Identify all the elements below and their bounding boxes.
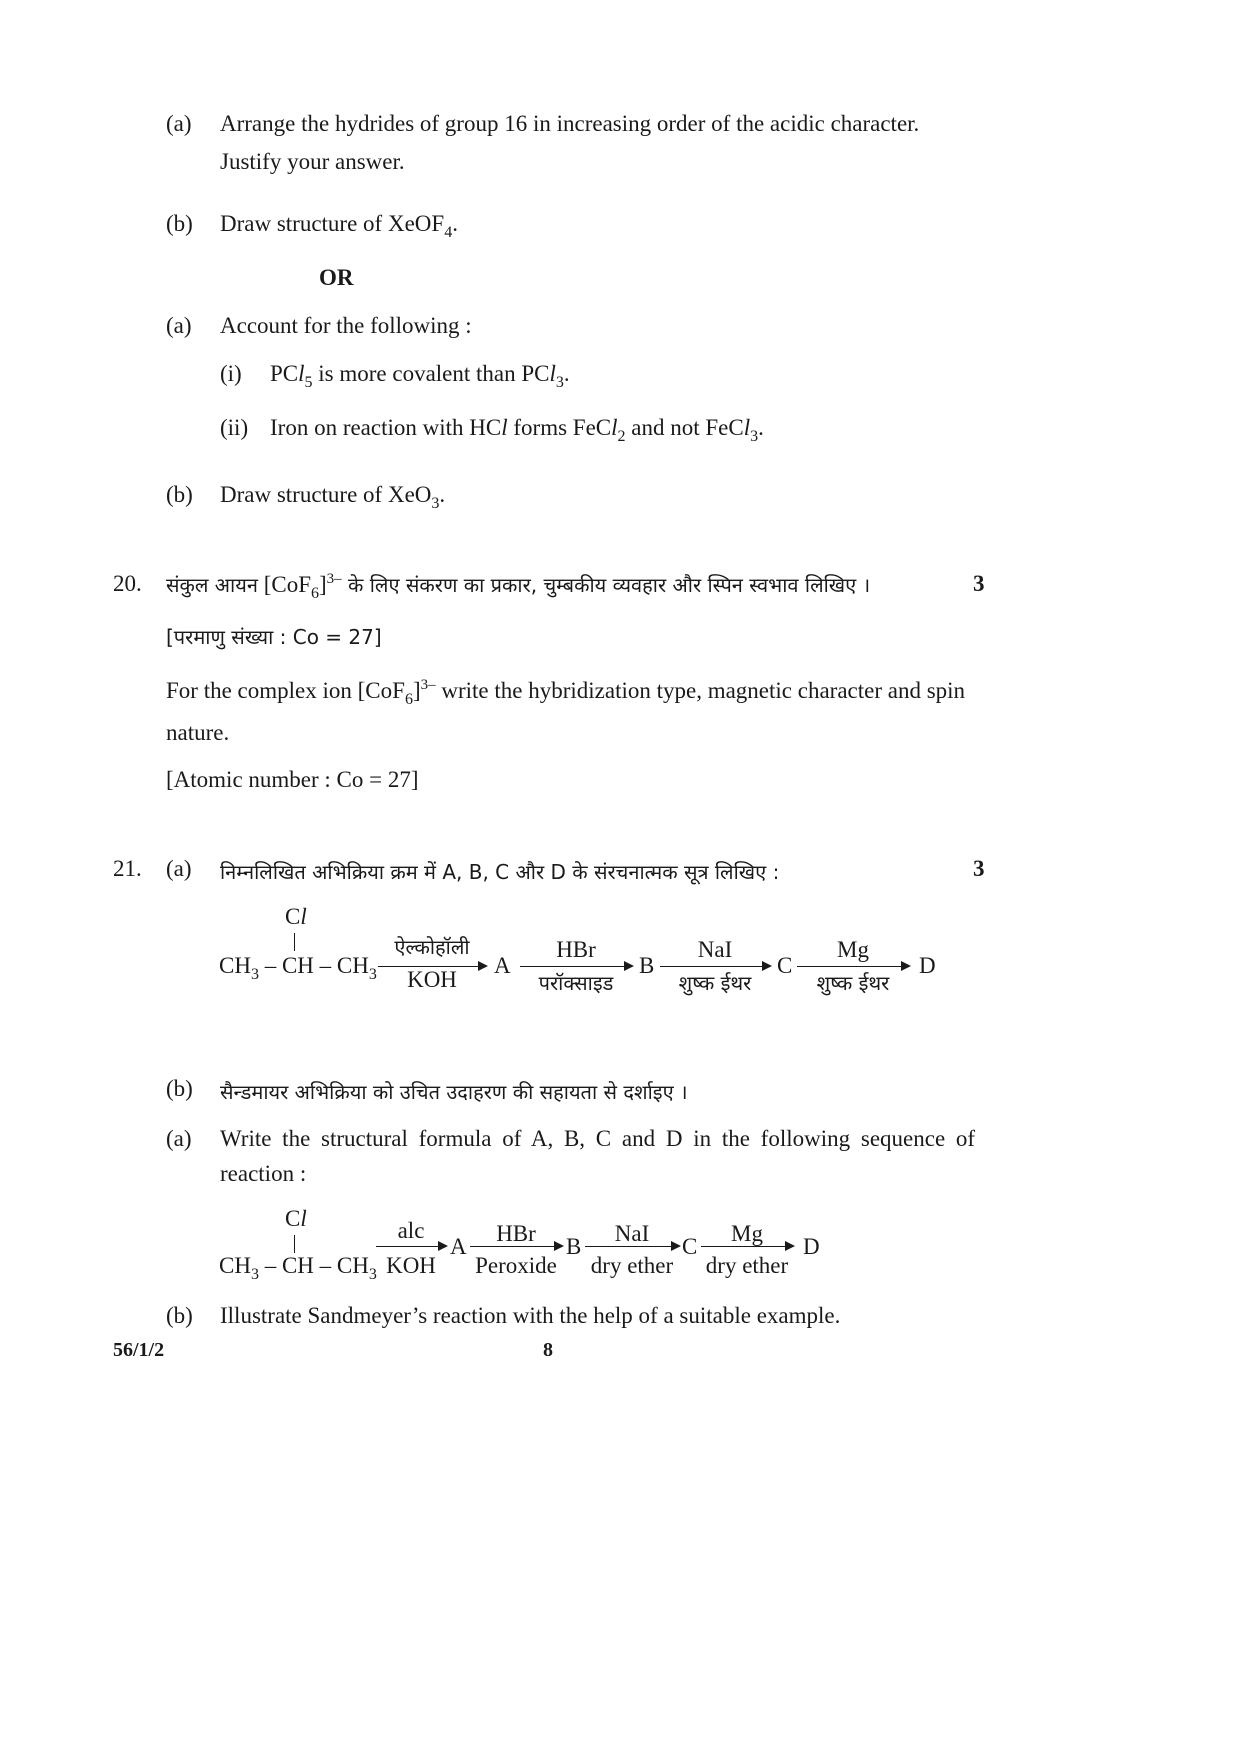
q19-i-text: PCl$_5$ is more covalent than PCl$_3$. [270, 361, 570, 391]
q20-english-line2: nature. [166, 720, 230, 745]
q20-english-question: For the complex ion $[CoF_6]^{3-}$ write the hybridization type, magnetic character and spin [166, 677, 966, 708]
arrow4-bottom-label: शुष्क ईथर [816, 971, 890, 995]
q19-alt-b-label: (b) [166, 482, 193, 507]
bond-line [294, 933, 295, 951]
q19-alt-a-text: Account for the following : [220, 313, 472, 338]
q19-a-line2: Justify your answer. [220, 149, 405, 174]
page-number: 8 [543, 1339, 553, 1361]
q21-hi-a-label: (a) [166, 856, 192, 881]
bond-line [294, 1235, 295, 1253]
reaction-arrow-2 [520, 966, 632, 967]
reaction-arrow-4 [797, 966, 909, 967]
reaction-arrow-4 [701, 1246, 793, 1247]
product-d: D [803, 1234, 820, 1259]
q20-marks: 3 [973, 571, 985, 596]
q19-a-label: (a) [166, 111, 192, 136]
arrow3-bottom-label: dry ether [590, 1253, 674, 1278]
product-a: A [450, 1234, 467, 1259]
arrow1-bottom-label: KOH [386, 1253, 436, 1278]
q20-number: 20. [113, 571, 142, 596]
product-d: D [919, 953, 936, 978]
chlorine-substituent: Cl [285, 1206, 307, 1231]
arrow4-top-label: Mg [731, 1221, 763, 1246]
arrow3-bottom-label: शुष्क ईथर [678, 971, 752, 995]
q19-a-line1: Arrange the hydrides of group 16 in increasing order of the acidic character. [220, 111, 920, 136]
q21-en-b-label: (b) [166, 1303, 193, 1328]
q20-english-atomic: [Atomic number : Co = 27] [166, 767, 419, 792]
q19-i-label: (i) [220, 361, 242, 386]
paper-code: 56/1/2 [113, 1339, 165, 1361]
reaction-arrow-1 [376, 1246, 446, 1247]
q21-hi-b-text: सैन्डमायर अभिक्रिया को उचित उदाहरण की सहायता से दर्शाइए । [220, 1080, 688, 1104]
reaction-arrow-2 [470, 1246, 562, 1247]
arrow3-top-label: NaI [614, 1221, 650, 1246]
arrow2-top-label: HBr [556, 937, 596, 962]
arrow2-bottom-label: परॉक्साइड [538, 971, 614, 995]
reaction-arrow-3 [585, 1246, 679, 1247]
q21-en-a-line1: Write the structural formula of A, B, C and D in the following sequence of [220, 1126, 976, 1151]
q21-marks: 3 [973, 856, 985, 881]
starting-compound: $CH_3$ – CH – $CH_3$ [219, 1253, 377, 1283]
product-a: A [494, 953, 511, 978]
arrow4-top-label: Mg [837, 937, 869, 962]
arrow1-top-label: alc [397, 1218, 425, 1243]
arrow2-top-label: HBr [496, 1221, 536, 1246]
reaction-arrow-3 [660, 966, 770, 967]
q19-alt-a-label: (a) [166, 313, 192, 338]
q21-en-a-label: (a) [166, 1126, 192, 1151]
q21-hi-a-text: निम्नलिखित अभिक्रिया क्रम में A, B, C और D के संरचनात्मक सूत्र लिखिए : [220, 860, 780, 884]
q20-hindi-atomic: [परमाणु संख्या : Co = 27] [166, 625, 382, 649]
q21-hi-b-label: (b) [166, 1076, 193, 1101]
q19-ii-label: (ii) [220, 415, 249, 440]
product-b: B [639, 953, 655, 978]
q20-hindi-question: संकुल आयन $[CoF_6]^{3-}$ के लिए संकरण का प्रकार, चुम्बकीय व्यवहार और स्पिन स्वभाव लिखिए । [166, 571, 871, 602]
arrow4-bottom-label: dry ether [705, 1253, 789, 1278]
chlorine-substituent: Cl [285, 904, 307, 929]
arrow1-bottom-label: KOH [407, 967, 457, 992]
q19-b-label: (b) [166, 211, 193, 236]
q21-en-a-line2: reaction : [220, 1161, 307, 1186]
q21-number: 21. [113, 856, 142, 881]
arrow2-bottom-label: Peroxide [475, 1253, 557, 1278]
product-b: B [566, 1234, 582, 1259]
product-c: C [777, 953, 793, 978]
arrow3-top-label: NaI [697, 937, 733, 962]
q19-ii-text: Iron on reaction with HCl forms FeCl$_2$ and not FeCl$_3$. [270, 415, 764, 445]
q19-b-text: Draw structure of XeOF$_4$. [220, 211, 458, 241]
or-separator: OR [319, 265, 354, 290]
product-c: C [682, 1234, 698, 1259]
q21-en-b-text: Illustrate Sandmeyer’s reaction with the help of a suitable example. [220, 1303, 841, 1328]
starting-compound: $CH_3$ – CH – $CH_3$ [219, 953, 377, 983]
q19-alt-b-text: Draw structure of XeO$_3$. [220, 482, 446, 512]
arrow1-top-label: ऐल्कोहॉली [394, 935, 470, 959]
